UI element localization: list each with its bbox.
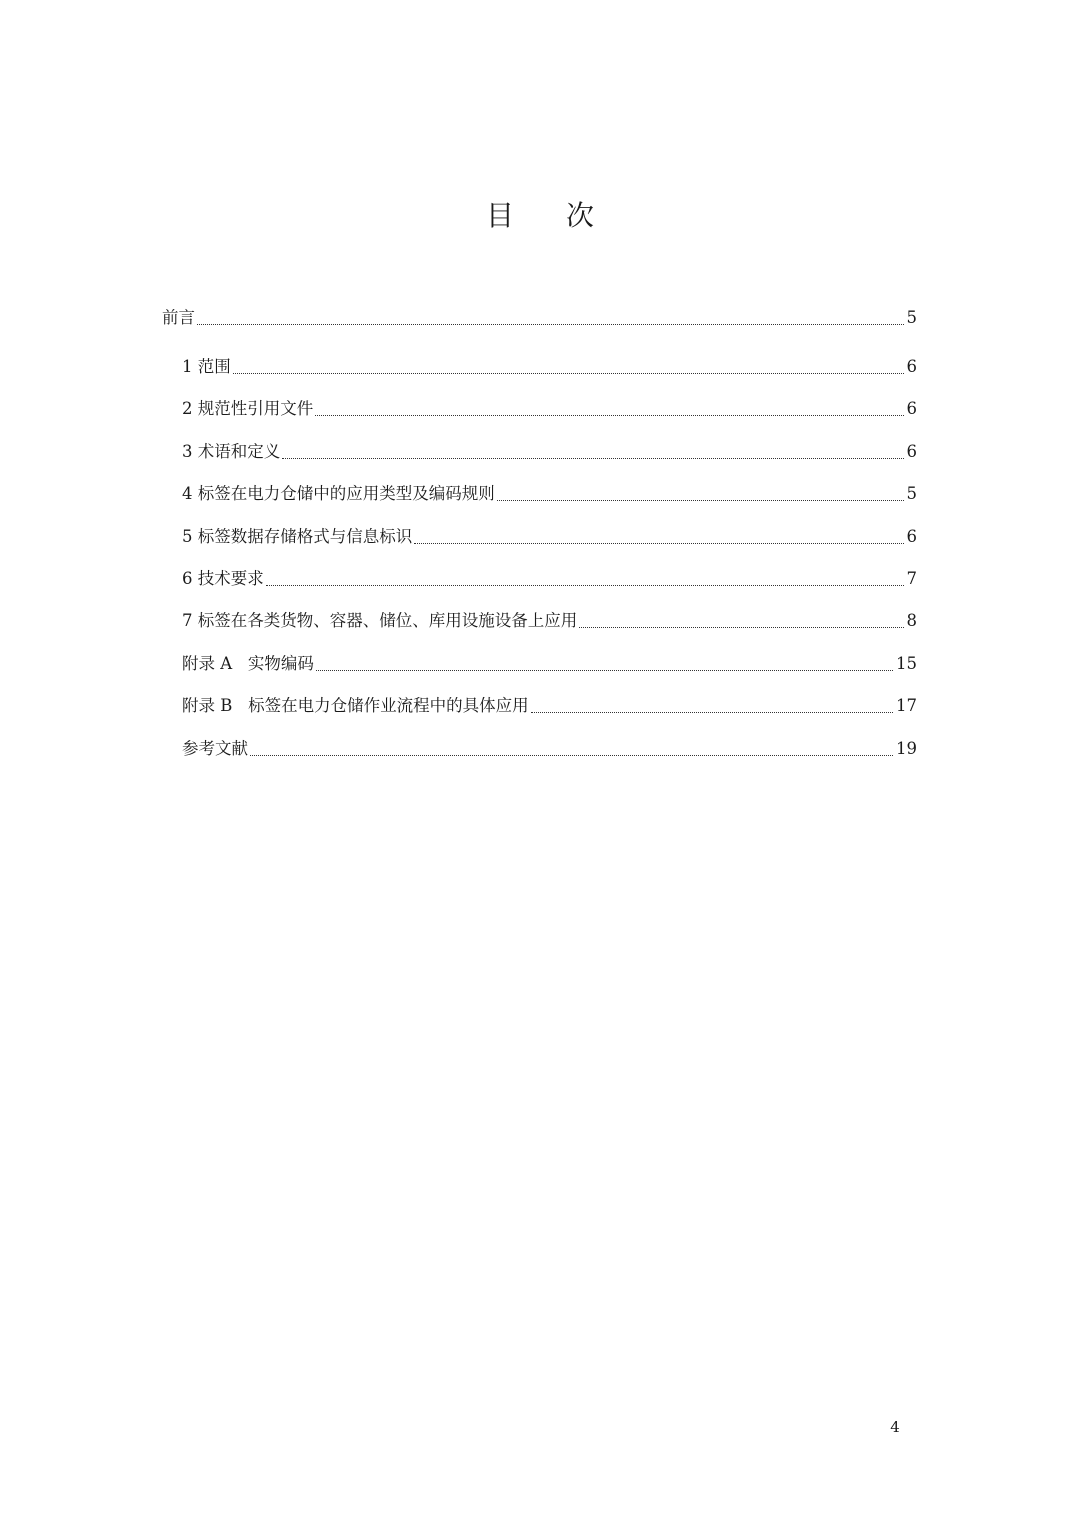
- toc-entry-data-format[interactable]: [182, 523, 917, 551]
- toc-entry-label-application[interactable]: [182, 607, 917, 635]
- toc-entry-page: 15: [896, 654, 917, 673]
- toc-leader-dots: [414, 543, 903, 544]
- toc-leader-dots: [266, 585, 904, 586]
- toc-entry-page: 6: [906, 357, 917, 376]
- toc-entry-appendix-a[interactable]: [182, 650, 917, 678]
- toc-leader-dots: [250, 755, 893, 756]
- toc-entry-page: 5: [906, 308, 917, 327]
- toc-leader-dots: [531, 712, 893, 713]
- toc-entry-label: 参考文献: [182, 739, 248, 758]
- toc-entry-page: 6: [906, 399, 917, 418]
- toc-entry-label: 1 范围: [182, 357, 231, 376]
- toc-entry-scope[interactable]: [182, 353, 917, 381]
- toc-leader-dots: [497, 500, 904, 501]
- toc-leader-dots: [316, 670, 893, 671]
- toc-entry-technical-requirements[interactable]: [182, 565, 917, 593]
- toc-entry-foreword[interactable]: [162, 304, 917, 332]
- toc-entry-page: 5: [906, 484, 917, 503]
- toc-entry-label: 附录 A 实物编码: [182, 654, 314, 673]
- toc-entry-label: 6 技术要求: [182, 569, 264, 588]
- toc-entry-appendix-b[interactable]: [182, 692, 917, 720]
- toc-leader-dots: [233, 373, 904, 374]
- toc-leader-dots: [315, 415, 903, 416]
- page-number: 4: [890, 1418, 900, 1436]
- toc-leader-dots: [282, 458, 903, 459]
- toc-entry-label: 2 规范性引用文件: [182, 399, 314, 418]
- toc-leader-dots: [579, 627, 903, 628]
- toc-entry-label: 3 术语和定义: [182, 442, 281, 461]
- toc-title: 目次: [485, 199, 646, 232]
- toc-entry-bibliography[interactable]: [182, 735, 917, 763]
- toc-entry-terms-definitions[interactable]: [182, 438, 917, 466]
- toc-entry-page: 6: [906, 442, 917, 461]
- toc-entry-page: 6: [906, 527, 917, 546]
- toc-entry-page: 19: [896, 739, 917, 758]
- toc-entry-label: 5 标签数据存储格式与信息标识: [182, 527, 413, 546]
- toc-entry-label: 4 标签在电力仓储中的应用类型及编码规则: [182, 484, 495, 503]
- toc-leader-dots: [197, 324, 904, 325]
- toc-entry-page: 7: [906, 569, 917, 588]
- toc-entry-application-types[interactable]: [182, 480, 917, 508]
- toc-entry-label: 7 标签在各类货物、容器、储位、库用设施设备上应用: [182, 611, 578, 630]
- toc-entry-label: 前言: [162, 308, 195, 327]
- toc-entry-page: 8: [906, 611, 917, 630]
- toc-entry-page: 17: [896, 696, 917, 715]
- toc-entry-normative-references[interactable]: [182, 395, 917, 423]
- toc-entry-label: 附录 B 标签在电力仓储作业流程中的具体应用: [182, 696, 529, 715]
